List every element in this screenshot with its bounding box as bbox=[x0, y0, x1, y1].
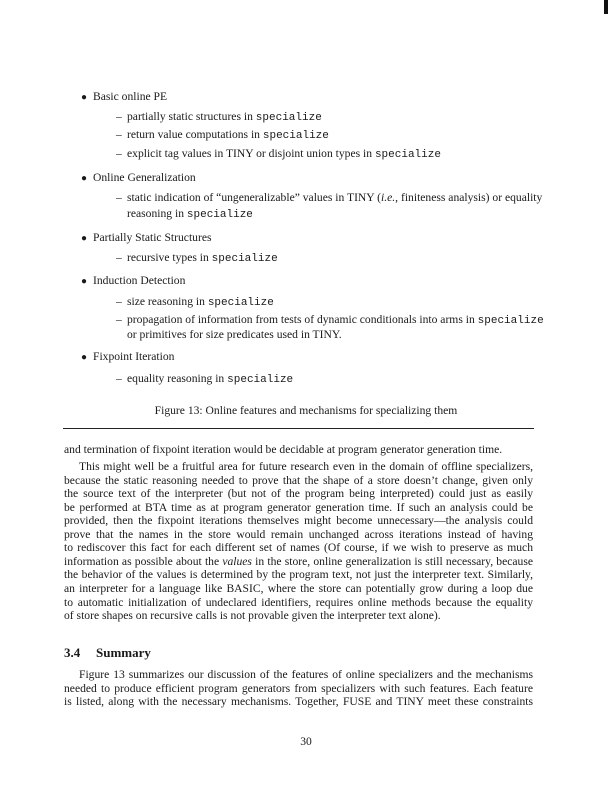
paragraph-line bbox=[64, 609, 441, 623]
text-segment: prove that the names in the store would remain unchanged across iterations instead of having bbox=[64, 527, 533, 541]
text-segment: recursive types in bbox=[127, 251, 212, 264]
bullet-icon: ● bbox=[81, 92, 88, 103]
text-segment: or primitives for size predicates used in TINY. bbox=[127, 328, 342, 341]
mechanism-line bbox=[127, 372, 293, 387]
mechanism-line bbox=[127, 128, 329, 143]
paragraph-line bbox=[64, 541, 533, 555]
paragraph-line bbox=[79, 668, 533, 682]
paragraph-line bbox=[64, 528, 533, 542]
mechanism-line bbox=[127, 191, 542, 205]
mechanism-line bbox=[127, 147, 441, 162]
bullet-icon: ● bbox=[81, 352, 88, 363]
bullet-icon: ● bbox=[81, 233, 88, 244]
mechanism-line bbox=[127, 110, 322, 125]
paragraph-line bbox=[79, 460, 533, 474]
mechanism-line bbox=[127, 313, 544, 328]
text-segment: is listed, along with the necessary mechanisms. Together, FUSE and TINY meet these constraints bbox=[64, 695, 533, 709]
code-text: specialize bbox=[255, 112, 322, 124]
paragraph-line bbox=[64, 682, 533, 696]
text-segment: be performed at BTA time as at program generator generation time. If such an analysis could be bbox=[64, 500, 533, 514]
text-segment: in the store, online generalization is still necessary, because bbox=[251, 554, 533, 568]
dash-icon: – bbox=[116, 110, 122, 123]
paragraph-line bbox=[64, 474, 533, 488]
text-segment: size reasoning in bbox=[127, 295, 208, 308]
figure-caption: Figure 13: Online features and mechanisms for specializing them bbox=[154, 404, 458, 417]
bullet-icon: ● bbox=[81, 276, 88, 287]
text-segment: to rediscover this fact for each different set of names (Of course, if we wish to preserve as much bbox=[64, 541, 533, 555]
text-segment: , finiteness analysis) or equality bbox=[395, 191, 543, 204]
text-segment: an interpreter for a language like BASIC, where the store can potentially grow during a loop due bbox=[64, 581, 533, 595]
mechanism-line bbox=[127, 251, 278, 266]
text-segment: return value computations in bbox=[127, 128, 263, 141]
dash-icon: – bbox=[116, 251, 122, 264]
paragraph-line bbox=[64, 695, 533, 709]
dash-icon: – bbox=[116, 191, 122, 204]
feature-label: Basic online PE bbox=[93, 90, 168, 103]
text-segment: the behavior of the values is determined by the program text, not just the interpreter text. Similarly, bbox=[64, 568, 533, 582]
paragraph-line bbox=[64, 443, 502, 457]
paragraph-line bbox=[64, 568, 533, 582]
text-segment: needed to produce efficient program generators from specializers with such features. Each feature bbox=[64, 681, 533, 695]
text-segment: partially static structures in bbox=[127, 110, 256, 123]
code-text: specialize bbox=[207, 297, 274, 309]
mechanism-line bbox=[127, 328, 342, 342]
mechanism-line bbox=[127, 207, 253, 222]
dash-icon: – bbox=[116, 128, 122, 141]
text-segment: and termination of fixpoint iteration would be decidable at program generator generation time. bbox=[64, 443, 503, 456]
italic-text: i.e. bbox=[381, 191, 396, 204]
dash-icon: – bbox=[116, 147, 122, 160]
code-text: specialize bbox=[227, 374, 294, 386]
text-segment: propagation of information from tests of dynamic conditionals into arms in bbox=[127, 313, 478, 326]
text-segment: because the static reasoning needed to prove that the shape of a store doesn’t change, given only bbox=[64, 473, 533, 487]
feature-label: Induction Detection bbox=[93, 274, 186, 287]
scan-mark bbox=[604, 0, 608, 14]
text-segment: static indication of “ungeneralizable” values in TINY ( bbox=[127, 191, 381, 204]
feature-label: Partially Static Structures bbox=[93, 231, 212, 244]
bullet-icon: ● bbox=[81, 173, 88, 184]
paragraph-line bbox=[64, 501, 533, 515]
italic-text: values bbox=[222, 554, 252, 568]
page-number: 30 bbox=[300, 735, 312, 748]
paragraph-line bbox=[64, 596, 533, 610]
mechanism-line bbox=[127, 295, 274, 310]
feature-label: Fixpoint Iteration bbox=[93, 350, 175, 363]
code-text: specialize bbox=[262, 130, 329, 142]
text-segment: This might well be a fruitful area for future research even in the domain of offline specializers, bbox=[79, 460, 533, 473]
code-text: specialize bbox=[477, 315, 544, 327]
dash-icon: – bbox=[116, 372, 122, 385]
text-segment: to automatic initialization of undeclared identifiers, requires online methods because the equality bbox=[64, 595, 533, 609]
feature-label: Online Generalization bbox=[93, 171, 196, 184]
dash-icon: – bbox=[116, 313, 122, 326]
dash-icon: – bbox=[116, 295, 122, 308]
text-segment: provided, then the fixpoint iterations themselves might become unnecessary—the analysis could bbox=[64, 514, 533, 528]
figure-divider bbox=[63, 428, 534, 429]
text-segment: the source text of the interpreter (but not of the program being interpreted) could just as easily bbox=[64, 487, 533, 501]
section-number: 3.4 bbox=[64, 645, 81, 660]
text-segment: reasoning in bbox=[127, 207, 187, 220]
section-title: Summary bbox=[96, 645, 151, 660]
text-segment: of store shapes on recursive calls is not provable given the interpreter text alone). bbox=[64, 609, 441, 623]
text-segment: information as possible about the bbox=[64, 554, 223, 568]
text-segment: equality reasoning in bbox=[127, 372, 228, 385]
code-text: specialize bbox=[186, 209, 253, 221]
text-segment: Figure 13 summarizes our discussion of the features of online specializers and the mechanisms bbox=[79, 668, 533, 681]
paragraph-line bbox=[64, 487, 533, 501]
text-segment: explicit tag values in TINY or disjoint union types in bbox=[127, 147, 375, 160]
paragraph-line bbox=[64, 555, 533, 569]
paragraph-line bbox=[64, 514, 533, 528]
code-text: specialize bbox=[211, 253, 278, 265]
code-text: specialize bbox=[374, 149, 441, 161]
paragraph-line bbox=[64, 582, 533, 596]
